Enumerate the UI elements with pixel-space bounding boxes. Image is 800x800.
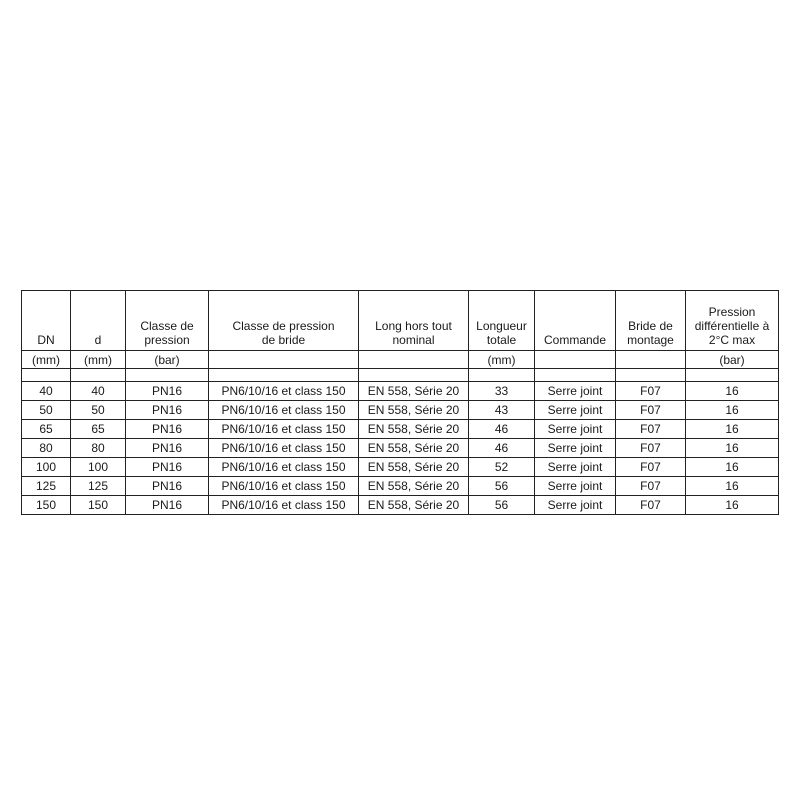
cell-total-length: 46 <box>469 439 535 458</box>
cell-d: 125 <box>71 477 126 496</box>
empty-cell <box>22 369 71 382</box>
unit-cell: (mm) <box>22 351 71 369</box>
cell-d: 150 <box>71 496 126 515</box>
unit-cell <box>616 351 686 369</box>
unit-cell: (mm) <box>71 351 126 369</box>
cell-flange-class: PN6/10/16 et class 150 <box>209 420 359 439</box>
table-row <box>22 439 779 458</box>
cell-operation: Serre joint <box>535 458 616 477</box>
cell-operation: Serre joint <box>535 496 616 515</box>
header-cell: Classe de pression <box>126 291 209 351</box>
unit-cell <box>209 351 359 369</box>
empty-cell <box>469 369 535 382</box>
header-cell: Bride de montage <box>616 291 686 351</box>
cell-total-length: 33 <box>469 382 535 401</box>
cell-face-to-face: EN 558, Série 20 <box>359 458 469 477</box>
table-row <box>22 401 779 420</box>
cell-face-to-face: EN 558, Série 20 <box>359 439 469 458</box>
cell-dn: 65 <box>22 420 71 439</box>
empty-cell <box>686 369 779 382</box>
table-row <box>22 458 779 477</box>
spec-table-container <box>21 290 778 515</box>
cell-diff-pressure: 16 <box>686 382 779 401</box>
spec-table <box>21 290 779 515</box>
cell-flange-class: PN6/10/16 et class 150 <box>209 496 359 515</box>
cell-face-to-face: EN 558, Série 20 <box>359 477 469 496</box>
cell-pressure-class: PN16 <box>126 439 209 458</box>
table-row <box>22 496 779 515</box>
cell-face-to-face: EN 558, Série 20 <box>359 496 469 515</box>
cell-operation: Serre joint <box>535 401 616 420</box>
spacer-row <box>22 369 779 382</box>
header-cell: Commande <box>535 291 616 351</box>
unit-cell <box>535 351 616 369</box>
cell-mounting-flange: F07 <box>616 382 686 401</box>
cell-pressure-class: PN16 <box>126 382 209 401</box>
cell-mounting-flange: F07 <box>616 458 686 477</box>
empty-cell <box>359 369 469 382</box>
cell-total-length: 43 <box>469 401 535 420</box>
cell-diff-pressure: 16 <box>686 477 779 496</box>
cell-diff-pressure: 16 <box>686 439 779 458</box>
cell-d: 100 <box>71 458 126 477</box>
empty-cell <box>535 369 616 382</box>
empty-cell <box>71 369 126 382</box>
cell-face-to-face: EN 558, Série 20 <box>359 401 469 420</box>
unit-cell: (bar) <box>126 351 209 369</box>
cell-diff-pressure: 16 <box>686 496 779 515</box>
cell-d: 50 <box>71 401 126 420</box>
cell-pressure-class: PN16 <box>126 420 209 439</box>
cell-diff-pressure: 16 <box>686 458 779 477</box>
cell-dn: 40 <box>22 382 71 401</box>
cell-pressure-class: PN16 <box>126 401 209 420</box>
cell-pressure-class: PN16 <box>126 477 209 496</box>
header-cell: Classe de pression de bride <box>209 291 359 351</box>
cell-mounting-flange: F07 <box>616 439 686 458</box>
empty-cell <box>209 369 359 382</box>
header-cell: d <box>71 291 126 351</box>
cell-total-length: 52 <box>469 458 535 477</box>
cell-d: 40 <box>71 382 126 401</box>
cell-dn: 50 <box>22 401 71 420</box>
cell-face-to-face: EN 558, Série 20 <box>359 382 469 401</box>
cell-operation: Serre joint <box>535 382 616 401</box>
cell-mounting-flange: F07 <box>616 401 686 420</box>
cell-flange-class: PN6/10/16 et class 150 <box>209 382 359 401</box>
cell-pressure-class: PN16 <box>126 458 209 477</box>
cell-dn: 125 <box>22 477 71 496</box>
cell-flange-class: PN6/10/16 et class 150 <box>209 477 359 496</box>
header-cell: Pression différentielle à 2°C max <box>686 291 779 351</box>
header-cell: DN <box>22 291 71 351</box>
cell-flange-class: PN6/10/16 et class 150 <box>209 401 359 420</box>
cell-diff-pressure: 16 <box>686 420 779 439</box>
cell-d: 80 <box>71 439 126 458</box>
unit-cell: (mm) <box>469 351 535 369</box>
unit-cell <box>359 351 469 369</box>
cell-total-length: 46 <box>469 420 535 439</box>
cell-total-length: 56 <box>469 496 535 515</box>
table-row <box>22 477 779 496</box>
header-cell: Long hors tout nominal <box>359 291 469 351</box>
cell-mounting-flange: F07 <box>616 420 686 439</box>
empty-cell <box>616 369 686 382</box>
cell-dn: 150 <box>22 496 71 515</box>
cell-d: 65 <box>71 420 126 439</box>
cell-mounting-flange: F07 <box>616 477 686 496</box>
cell-total-length: 56 <box>469 477 535 496</box>
empty-cell <box>126 369 209 382</box>
cell-dn: 100 <box>22 458 71 477</box>
cell-operation: Serre joint <box>535 439 616 458</box>
cell-pressure-class: PN16 <box>126 496 209 515</box>
cell-mounting-flange: F07 <box>616 496 686 515</box>
cell-dn: 80 <box>22 439 71 458</box>
table-row <box>22 420 779 439</box>
header-row <box>22 291 779 351</box>
cell-face-to-face: EN 558, Série 20 <box>359 420 469 439</box>
cell-operation: Serre joint <box>535 420 616 439</box>
cell-operation: Serre joint <box>535 477 616 496</box>
cell-flange-class: PN6/10/16 et class 150 <box>209 458 359 477</box>
cell-diff-pressure: 16 <box>686 401 779 420</box>
cell-flange-class: PN6/10/16 et class 150 <box>209 439 359 458</box>
units-row <box>22 351 779 369</box>
unit-cell: (bar) <box>686 351 779 369</box>
header-cell: Longueur totale <box>469 291 535 351</box>
table-row <box>22 382 779 401</box>
